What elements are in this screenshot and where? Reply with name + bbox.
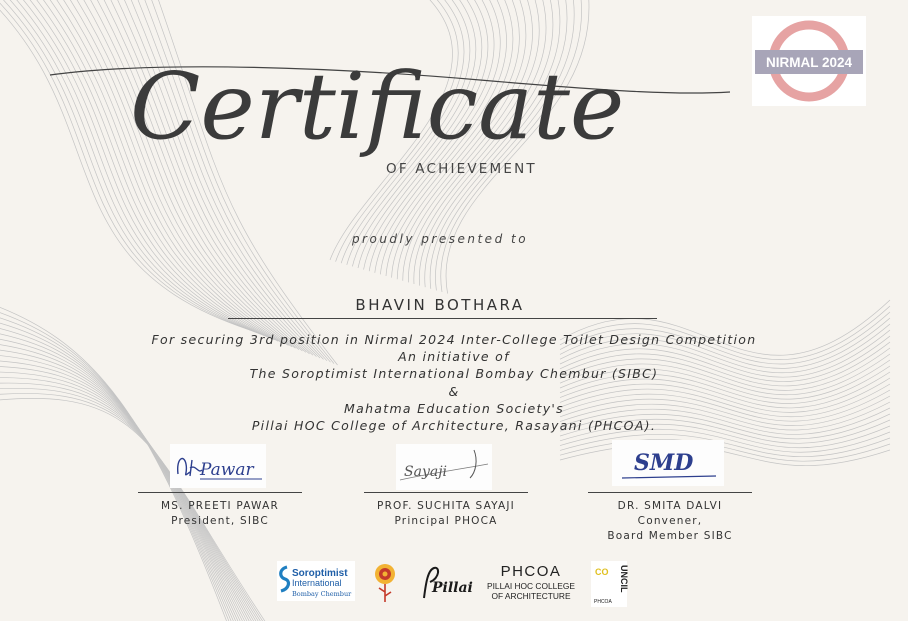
- recipient-name: BHAVIN BOTHARA: [355, 296, 525, 314]
- phcoa-logo: [488, 562, 574, 604]
- phcoa-line2: OF ARCHITECTURE: [491, 591, 571, 601]
- signature-sayaji: Sayaji: [404, 464, 448, 480]
- council-text-uncil: UNCIL: [619, 565, 629, 593]
- signature-line: [138, 492, 302, 493]
- title-text: Certificate: [130, 53, 625, 160]
- nirmal-2024-badge: [752, 16, 866, 106]
- recipient-underline: [228, 318, 657, 319]
- signature-pawar: Pawar: [200, 460, 254, 480]
- citation-line: For securing 3rd position in Nirmal 2024 Inter-College Toilet Design Competition: [151, 332, 757, 347]
- signatory-name: PROF. SUCHITA SAYAJI: [377, 500, 515, 512]
- soroptimist-line3: Bombay Chembur: [292, 590, 352, 598]
- soroptimist-logo: [277, 561, 355, 601]
- signatory-role: Convener,: [637, 515, 703, 527]
- presented-to-text: proudly presented to: [351, 232, 529, 246]
- soroptimist-line1: Soroptimist: [292, 568, 348, 579]
- signature-line: [364, 492, 528, 493]
- citation-line: Pillai HOC College of Architecture, Rasayani (PHCOA).: [251, 418, 657, 434]
- phcoa-line1: PILLAI HOC COLLEGE: [487, 581, 575, 591]
- citation-line: The Soroptimist International Bombay Chembur (SIBC): [249, 366, 659, 382]
- citation-line: &: [448, 383, 460, 399]
- signatory-name: DR. SMITA DALVI: [617, 500, 723, 512]
- phcoa-mark: PHCOA: [500, 563, 562, 580]
- pillai-signature-text: Pillai: [432, 580, 473, 596]
- citation-line: Mahatma Education Society's: [344, 400, 564, 416]
- signature-image-pawar: [170, 444, 266, 488]
- signatory-name: MS. PREETI PAWAR: [161, 500, 279, 512]
- council-small: PHCOA: [594, 599, 612, 605]
- flower-emblem-icon: [372, 562, 398, 604]
- signature-image-dalvi: [612, 440, 724, 486]
- signatory-pawar: [120, 499, 320, 529]
- signatory-role: President, SIBC: [171, 515, 269, 527]
- signatory-role-2: Board Member SIBC: [607, 530, 733, 542]
- signatory-role: Principal PHOCA: [394, 515, 498, 527]
- signature-line: [588, 492, 752, 493]
- citation-line: An initiative of: [398, 349, 510, 365]
- council-text-co: CO: [595, 567, 609, 577]
- soroptimist-line2: International: [292, 578, 342, 588]
- council-logo: [591, 561, 627, 607]
- badge-label: NIRMAL 2024: [765, 55, 853, 70]
- signatory-dalvi: [570, 499, 770, 544]
- signatory-sayaji: [346, 499, 546, 529]
- pillai-signature-logo: [418, 562, 473, 604]
- subtitle: OF ACHIEVEMENT: [386, 161, 537, 177]
- signature-dalvi: SMD: [634, 450, 694, 476]
- signature-image-sayaji: [396, 444, 492, 490]
- citation-text: [0, 331, 908, 434]
